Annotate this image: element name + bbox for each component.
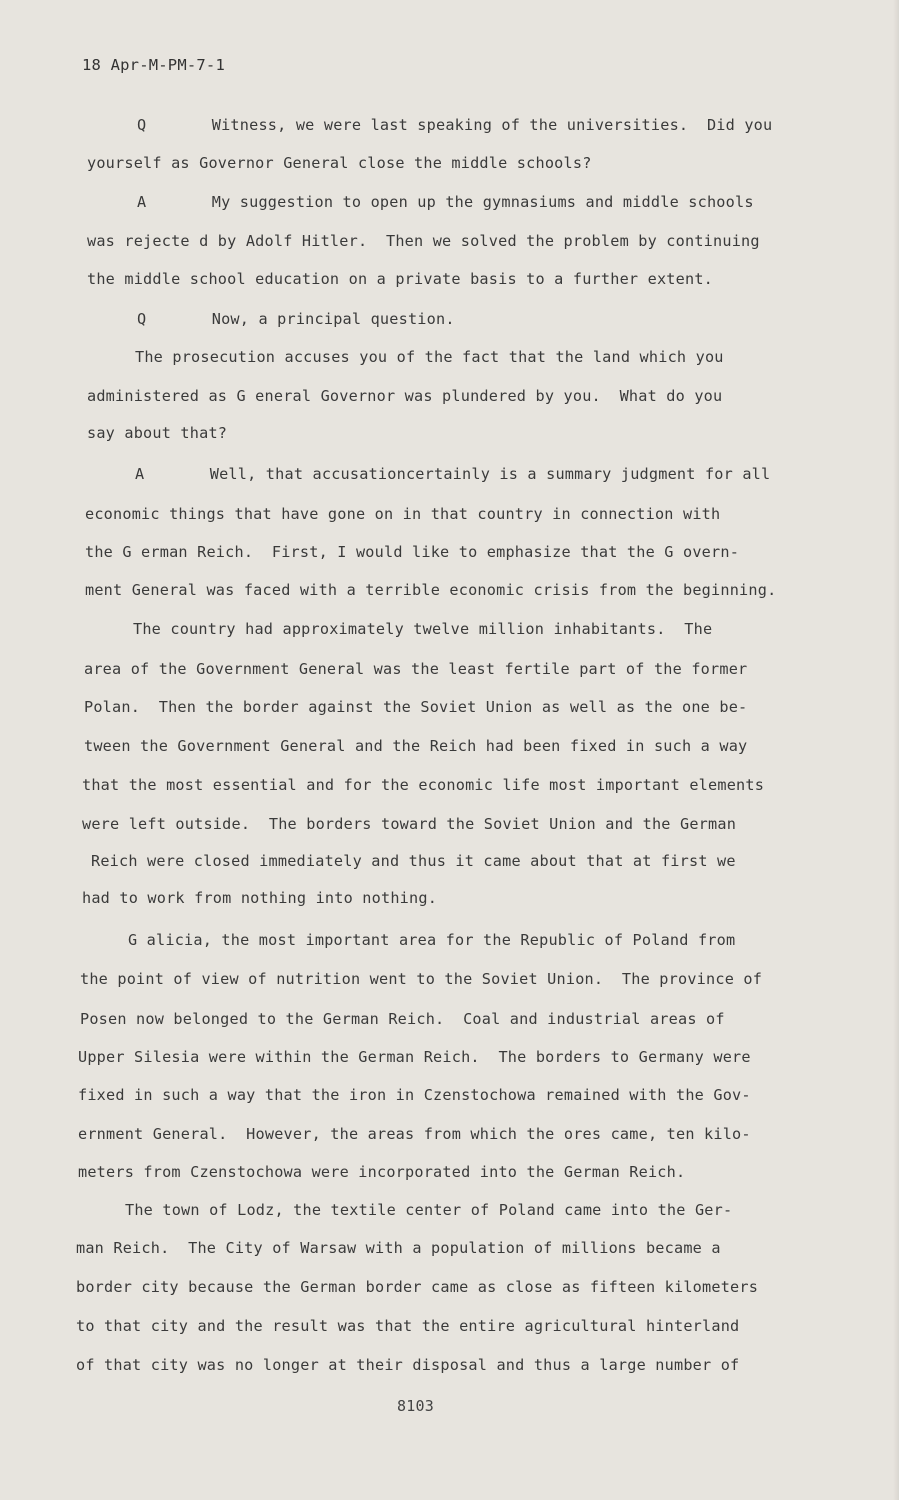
text-line: A Well, that accusationcertainly is a summary judgment for all [135,465,771,483]
text-line: The prosecution accuses you of the fact that the land which you [135,348,724,366]
text-line: to that city and the result was that the entire agricultural hinterland [76,1317,740,1335]
text-line: Q Now, a principal question. [137,310,455,328]
text-line: G alicia, the most important area for the Republic of Poland from [128,931,736,949]
text-line: that the most essential and for the economic life most important elements [82,776,765,794]
text-line: had to work from nothing into nothing. [82,889,438,907]
text-line: The country had approximately twelve million inhabitants. The [133,620,713,638]
text-line: fixed in such a way that the iron in Czenstochowa remained with the Gov- [78,1086,751,1104]
text-line: Q Witness, we were last speaking of the universities. Did you [137,116,773,134]
text-line: border city because the German border came as close as fifteen kilometers [76,1278,759,1296]
page-number: 8103 [397,1397,434,1415]
text-line: administered as G eneral Governor was plundered by you. What do you [87,387,723,405]
text-line: ernment General. However, the areas from which the ores came, ten kilo- [78,1125,751,1143]
text-line: economic things that have gone on in that country in connection with [85,505,721,523]
text-line: ment General was faced with a terrible economic crisis from the beginning. [85,581,777,599]
text-line: The town of Lodz, the textile center of Poland came into the Ger- [125,1201,733,1219]
text-line: Posen now belonged to the German Reich. Coal and industrial areas of [80,1010,725,1028]
text-line: the point of view of nutrition went to the Soviet Union. The province of [80,970,763,988]
text-line: Reich were closed immediately and thus it came about that at first we [91,852,736,870]
text-line: the G erman Reich. First, I would like to emphasize that the G overn- [85,543,740,561]
text-line: area of the Government General was the least fertile part of the former [84,660,748,678]
text-line: tween the Government General and the Reich had been fixed in such a way [84,737,748,755]
text-line: say about that? [87,424,228,442]
text-line: was rejecte d by Adolf Hitler. Then we solved the problem by continuing [87,232,760,250]
text-line: yourself as Governor General close the middle schools? [87,154,592,172]
page-edge-shadow [893,0,899,1500]
text-line: A My suggestion to open up the gymnasiums and middle schools [137,193,754,211]
text-line: man Reich. The City of Warsaw with a population of millions became a [76,1239,721,1257]
text-line: Upper Silesia were within the German Reich. The borders to Germany were [78,1048,751,1066]
document-header-code: 18 Apr-M-PM-7-1 [82,56,225,74]
text-line: were left outside. The borders toward the Soviet Union and the German [82,815,737,833]
text-line: of that city was no longer at their disposal and thus a large number of [76,1356,740,1374]
text-line: Polan. Then the border against the Soviet Union as well as the one be- [84,698,748,716]
text-line: meters from Czenstochowa were incorporated into the German Reich. [78,1163,686,1181]
text-line: the middle school education on a private basis to a further extent. [87,270,714,288]
